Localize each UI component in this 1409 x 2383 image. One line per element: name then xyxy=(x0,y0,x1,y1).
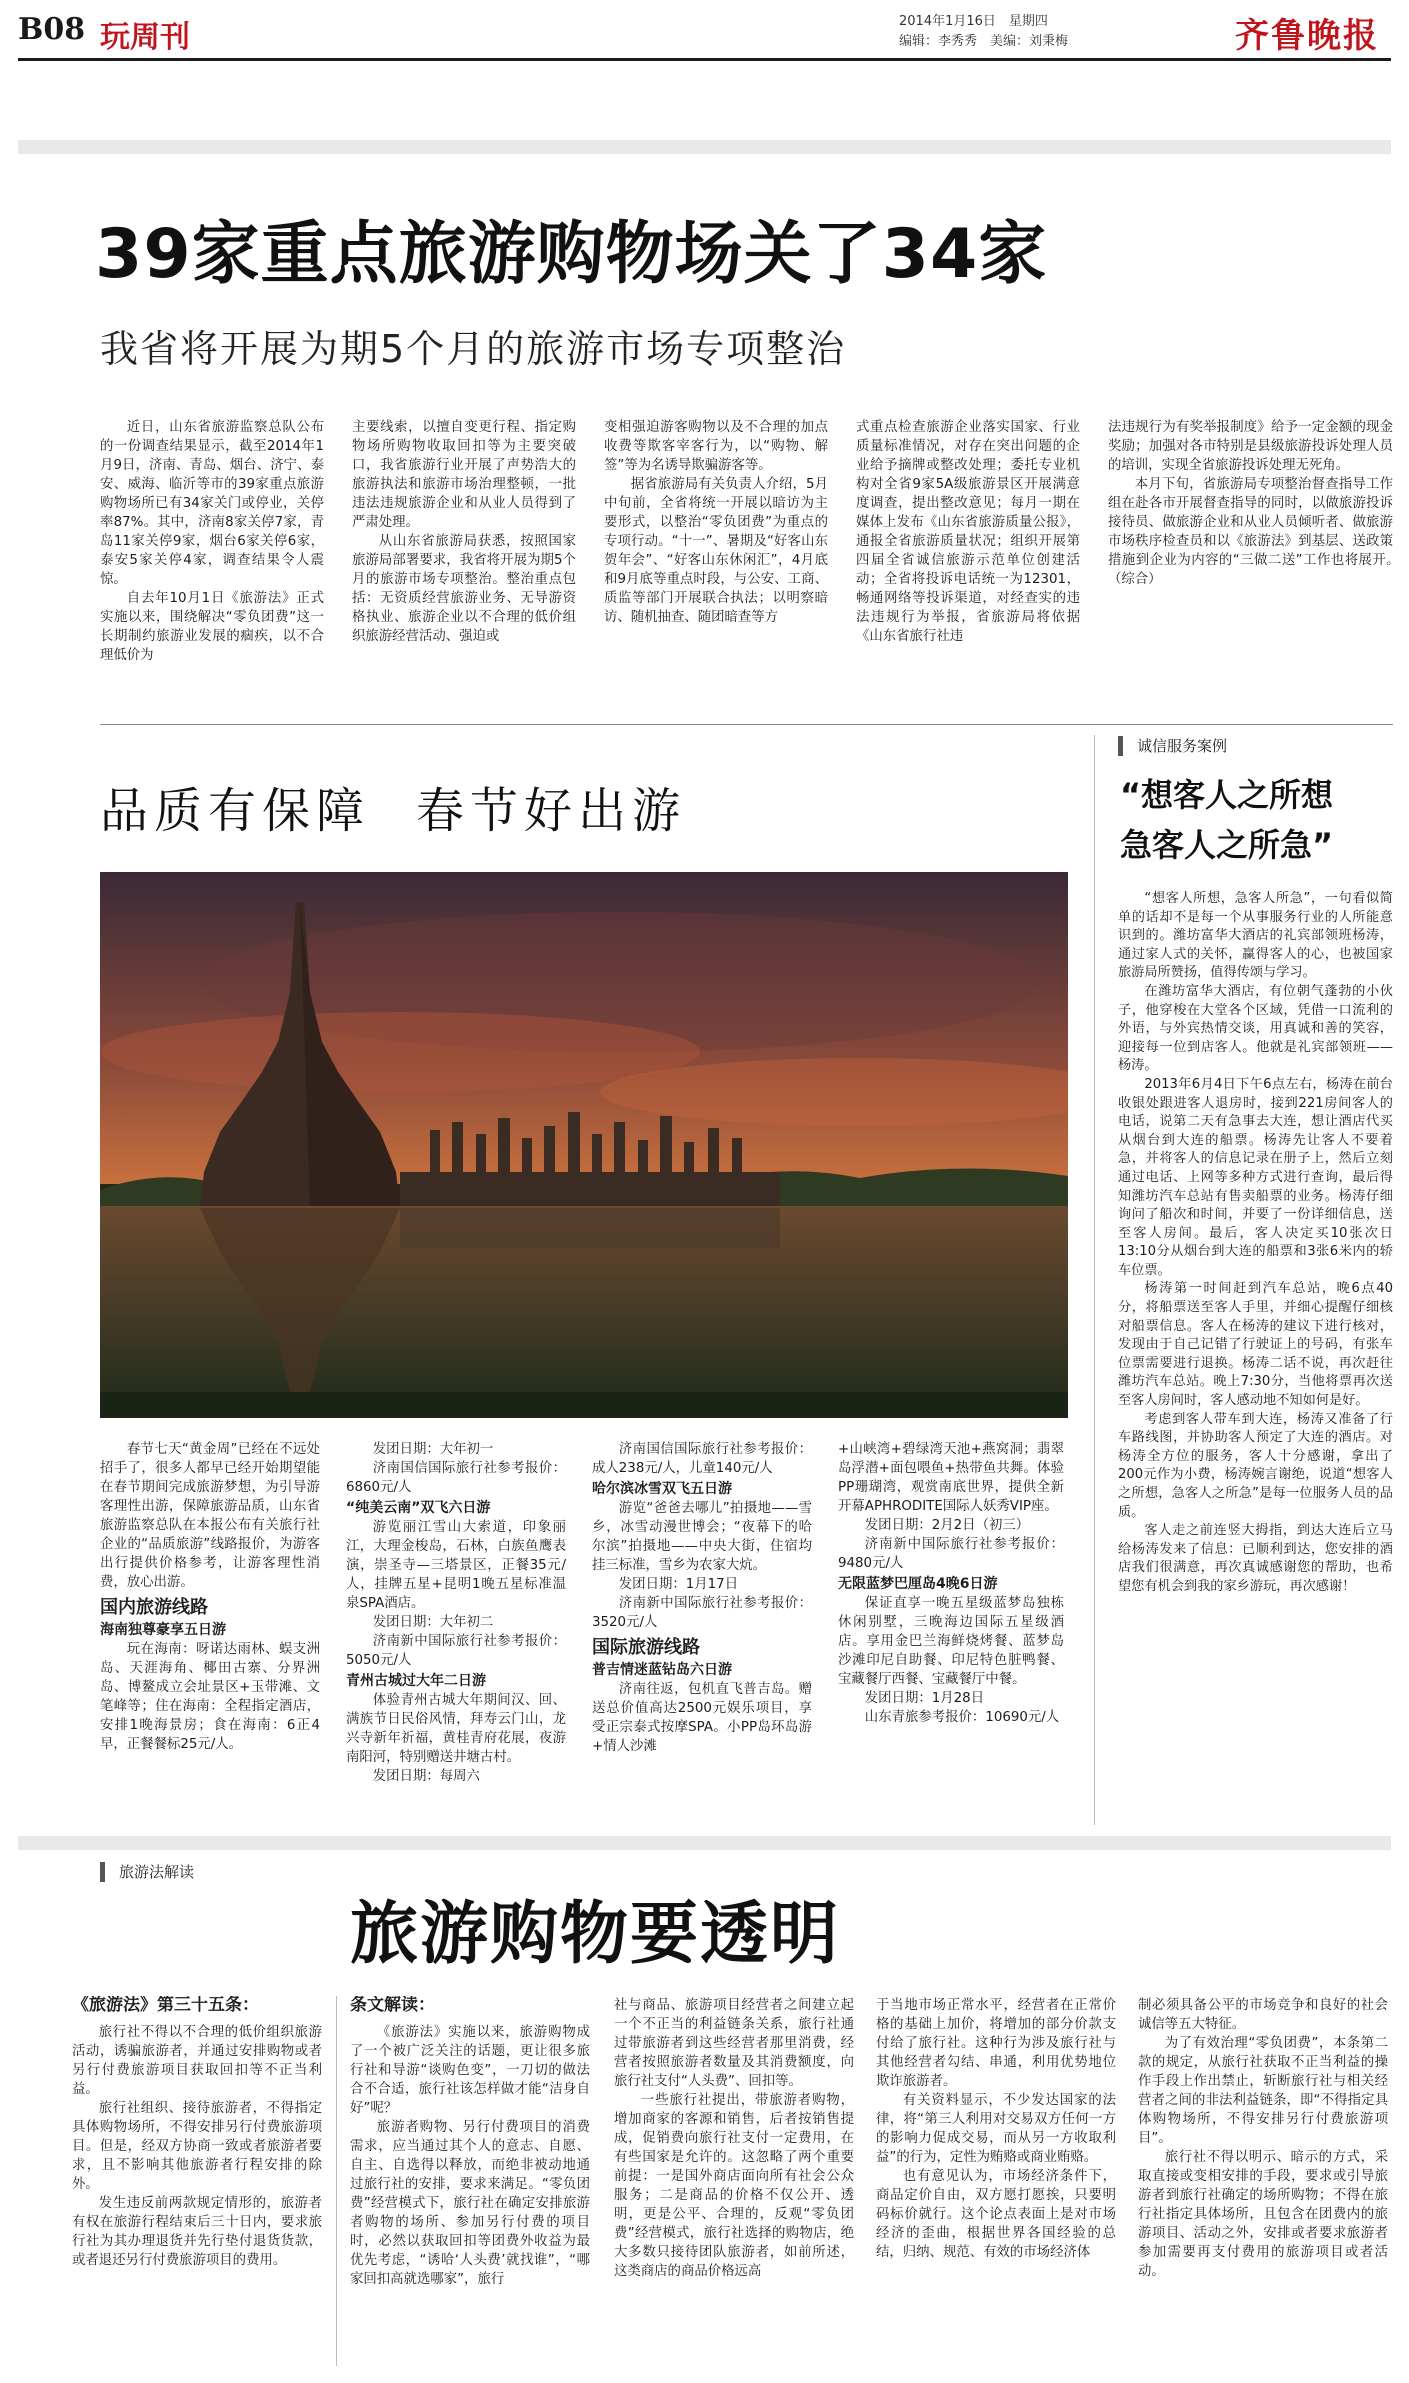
headline-article1: 39家重点旅游购物场关了34家 xyxy=(95,215,1048,294)
editors: 编辑：李秀秀 美编：刘秉梅 xyxy=(899,34,1069,49)
article1-col3 xyxy=(604,418,828,708)
newspaper-logo: 齐鲁晚报 xyxy=(1235,16,1379,56)
sidebar-tag: 诚信服务案例 xyxy=(1118,736,1227,756)
paragraph: 玩在海南：呀诺达雨林、蜈支洲岛、天涯海角、椰田古寨、分界洲岛、博鳌成立会址景区+玉带滩、文笔峰等；住在海南：全程指定酒店，安排1晚海景房；食在海南：6正4早，正餐餐标25元/人。 xyxy=(100,1642,320,1752)
price-line: 山东青旅参考报价：10690元/人 xyxy=(864,1710,1060,1725)
paragraph: 发生违反前两款规定情形的，旅游者有权在旅游行程结束后三十日内，要求旅行社为其办理退货并先行垫付退货货款，或者退还另行付费旅游项目的费用。 xyxy=(72,2196,322,2268)
paragraph: 于当地市场正常水平，经营者在正常价格的基础上加价，将增加的部分价款支付给了旅行社。这种行为涉及旅行社与其他经营者勾结、串通，利用优势地位欺诈旅游者。 xyxy=(876,1998,1116,2089)
paragraph: 游览丽江雪山大索道，印象丽江，大理金梭岛，石林，白族鱼鹰表演，崇圣寺—三塔景区，正餐35元/人，挂牌五星+昆明1晚五星标准温泉SPA酒店。 xyxy=(346,1520,566,1611)
route-name: “纯美云南”双飞六日游 xyxy=(346,1500,491,1516)
price-line: 济南国信国际旅行社参考报价：6860元/人 xyxy=(346,1461,566,1495)
headline-part: 春节好出游 xyxy=(416,783,687,839)
article1-col2 xyxy=(352,418,576,708)
page-number: B08 xyxy=(18,12,86,47)
article3-col3 xyxy=(614,1996,854,2366)
paragraph: 自去年10月1日《旅游法》正式实施以来，围绕解决“零负团费”这一长期制约旅游业发展的痼疾，以不合理低价为 xyxy=(100,591,324,663)
article3-tag: 旅游法解读 xyxy=(100,1862,194,1882)
route-name: 哈尔滨冰雪双飞五日游 xyxy=(592,1481,732,1497)
price-line: 济南国信国际旅行社参考报价：成人238元/人，儿童140元/人 xyxy=(592,1442,812,1476)
departure-date: 发团日期：大年初一 xyxy=(372,1442,494,1457)
article1-col5 xyxy=(1108,418,1393,708)
paragraph: 旅行社不得以明示、暗示的方式，采取直接或变相安排的手段，要求或引导旅游者到旅行社确定的场所购物；不得在旅行社指定具体场所，且包含在团费内的旅游项目、活动之外，安排或者要求旅游者参加需要再支付费用的旅游项目或者活动。 xyxy=(1138,2150,1388,2279)
sidebar-body xyxy=(1118,890,1393,1830)
route-name: 海南独尊豪享五日游 xyxy=(100,1622,226,1638)
paragraph: 社与商品、旅游项目经营者之间建立起一个不正当的利益链条关系，旅行社通过带旅游者到这些经营者那里消费，经营者按照旅游者数量及其消费额度，向旅行社支付“人头费”、回扣等。 xyxy=(614,1998,854,2089)
paragraph: 变相强迫游客购物以及不合理的加点收费等欺客宰客行为，以“购物、解签”等为名诱导欺骗游客等。 xyxy=(604,420,828,473)
paragraph: 游览“爸爸去哪儿”拍摄地——雪乡，冰雪动漫世博会；“夜幕下的哈尔滨”拍摄地——中央大街，住宿均挂三标准，雪乡为农家大炕。 xyxy=(592,1501,812,1573)
article2-col3 xyxy=(592,1440,812,1820)
section-heading: 国际旅游线路 xyxy=(592,1637,700,1658)
issue-meta xyxy=(899,12,1119,52)
headline-line: 急客人之所急” xyxy=(1120,826,1334,864)
paragraph: 据省旅游局有关负责人介绍，5月中旬前，全省将统一开展以暗访为主要形式，以整治“零负团费”为重点的专项行动。“十一”、暑期及“好客山东贺年会”、“好客山东休闲汇”，4月底和9月底等重点时段，与公安、工商、质监等部门开展联合执法；以明察暗访、随机抽查、随团暗查等方 xyxy=(604,477,828,625)
route-name: 普吉情迷蓝钻岛六日游 xyxy=(592,1662,732,1678)
sidebar-headline xyxy=(1120,770,1395,870)
paragraph: 式重点检查旅游企业落实国家、行业质量标准情况，对存在突出问题的企业给予摘牌或整改处理；委托专业机构对全省9家5A级旅游景区开展满意度调查，提出整改意见；每月一期在媒体上发布《山东省旅游质量公报》，通报全省旅游质量状况；组织开展第四届全省诚信旅游示范单位创建活动；全省将投诉电话统一为12301，畅通网络等投诉渠道，对经查实的违法违规行为举报，省旅游局将依据《山东省旅行社违 xyxy=(856,420,1080,644)
column-divider xyxy=(336,1996,337,2366)
paragraph: 旅游者购物、另行付费项目的消费需求，应当通过其个人的意志、自愿、自主、自选得以释放，而绝非被动地通过旅行社的安排，要求来满足。“零负团费”经营模式下，旅行社在确定安排旅游者购物的场所、参加另行付费的项目时，必然以获取回扣等团费外收益为最优先考虑，“诱哈‘人头费’就找谁”，“哪家回扣高就选哪家”，旅行 xyxy=(350,2120,590,2287)
article2-col4 xyxy=(838,1440,1064,1820)
paragraph: 客人走之前连竖大拇指，到达大连后立马给杨涛发来了信息：已顺利到达，您安排的酒店我们很满意，再次真诚感谢您的帮助，也希望您有机会到我的家乡游玩，再次感谢！ xyxy=(1118,1523,1393,1594)
interpretation-heading: 条文解读： xyxy=(350,1996,435,2015)
article1-col4 xyxy=(856,418,1080,708)
issue-date: 2014年1月16日 星期四 xyxy=(899,14,1048,29)
paragraph: 近日，山东省旅游监察总队公布的一份调查结果显示，截至2014年1月9日，济南、青岛、烟台、济宁、泰安、威海、临沂等市的39家重点旅游购物场所已有34家关门或停业，关停率87%。其中，济南8家关停7家，青岛11家关停9家，烟台6家关停6家，泰安5家关停4家，调查结果令人震惊。 xyxy=(100,420,324,587)
sidebar-divider xyxy=(1094,735,1095,1825)
departure-date: 发团日期：1月28日 xyxy=(864,1691,985,1706)
route-name: 青州古城过大年二日游 xyxy=(346,1673,486,1689)
paragraph: 济南往返，包机直飞普吉岛。赠送总价值高达2500元娱乐项目，享受正宗泰式按摩SPA。小PP岛环岛游+情人沙滩 xyxy=(592,1682,812,1754)
departure-date: 发团日期：1月17日 xyxy=(618,1577,739,1592)
divider xyxy=(100,724,1393,725)
price-line: 济南新中国际旅行社参考报价：5050元/人 xyxy=(346,1634,566,1668)
route-name: 无限蓝梦巴厘岛4晚6日游 xyxy=(838,1576,998,1592)
paragraph: 《旅游法》实施以来，旅游购物成了一个被广泛关注的话题，更让很多旅行社和导游“谈购色变”，一刀切的做法合不合适，旅行社该怎样做才能“洁身自好”呢？ xyxy=(350,2025,590,2116)
price-line: 济南新中国际旅行社参考报价：3520元/人 xyxy=(592,1596,812,1630)
paragraph: 在潍坊富华大酒店，有位朝气蓬勃的小伙子，他穿梭在大堂各个区域，凭借一口流利的外语，与外宾热情交谈，用真诚和善的笑容，迎接每一位到店客人。他就是礼宾部领班——杨涛。 xyxy=(1118,983,1393,1074)
paragraph: 春节七天“黄金周”已经在不远处招手了，很多人都早已经开始期望能在春节期间完成旅游梦想，为引导游客理性出游，保障旅游品质，山东省旅游监察总队在本报公布有关旅行社企业的“品质旅游”线路报价，为游客出行提供价格参考，让游客理性消费，放心出游。 xyxy=(100,1442,320,1590)
article3-col2 xyxy=(350,1996,590,2366)
paragraph: 有关资料显示，不少发达国家的法律，将“第三人利用对交易双方任何一方的影响力促成交易，而从另一方收取利益”的行为，定性为贿赂或商业贿赂。 xyxy=(876,2093,1116,2165)
paragraph: 体验青州古城大年期间汉、回、满族节日民俗风情，拜寿云门山，龙兴寺新年祈福，黄桂青府花展，夜游南阳河，特别赠送井塘古村。 xyxy=(346,1693,566,1765)
headline-line: “想客人之所想 xyxy=(1120,776,1334,814)
article3-col5 xyxy=(1138,1996,1388,2366)
paragraph: 保证直享一晚五星级蓝梦岛独栋休闲别墅，三晚海边国际五星级酒店。享用金巴兰海鲜烧烤餐、蓝梦岛沙滩印尼自助餐、印尼特色脏鸭餐、宝藏餐厅西餐、宝藏餐厅中餐。 xyxy=(838,1596,1064,1687)
article2-col2 xyxy=(346,1440,566,1820)
paragraph: 为了有效治理“零负团费”，本条第二款的规定，从旅行社获取不正当利益的操作手段上作出禁止，斩断旅行社与相关经营者之间的非法利益链条，即“不得指定具体购物场所，不得安排另行付费旅游项目”。 xyxy=(1138,2036,1388,2146)
price-line: 济南新中国际旅行社参考报价：9480元/人 xyxy=(838,1537,1064,1571)
paragraph: 制必须具备公平的市场竞争和良好的社会诚信等五大特征。 xyxy=(1138,1998,1388,2032)
paragraph: 考虑到客人带车到大连，杨涛又准备了行车路线图，并协助客人预定了大连的酒店。对杨涛全方位的服务，客人十分感谢，拿出了200元作为小费，杨涛婉言谢绝，说道“想客人之所想，急客人之所急”是每一位服务人员的品质。 xyxy=(1118,1411,1393,1520)
section-heading: 国内旅游线路 xyxy=(100,1597,208,1618)
temple-photo xyxy=(100,872,1068,1418)
top-band xyxy=(18,140,1391,154)
section-name: 玩周刊 xyxy=(100,20,190,55)
paragraph: 2013年6月4日下午6点左右，杨涛在前台收银处跟进客人退房时，接到221房间客人的电话，说第二天有急事去大连，想让酒店代买从烟台到大连的船票。杨涛先让客人不要着急，并将客人的信息记录在册子上，然后立刻通过电话、上网等多种方式进行查询，最后得知潍坊汽车总站有售卖船票的业务。杨涛仔细询问了船次和时间，并要了一份详细信息，送至客人房间。最后，客人决定买10张次日13:10分从烟台到大连的船票和3张6米内的轿车位票。 xyxy=(1118,1076,1393,1278)
paragraph: +山峡湾+碧绿湾天池+燕窝洞；翡翠岛浮潜+面包喂鱼+热带鱼共舞。体验PP珊瑚湾，观赏南底世界，提供全新开幕APHRODITE国际人妖秀VIP座。 xyxy=(838,1442,1064,1514)
paragraph: 旅行社组织、接待旅游者，不得指定具体购物场所，不得安排另行付费旅游项目。但是，经双方协商一致或者旅游者要求，且不影响其他旅游者行程安排的除外。 xyxy=(72,2101,322,2192)
headline-part: 品质有保障 xyxy=(100,783,371,839)
paragraph: 也有意见认为，市场经济条件下，商品定价自由，双方愿打愿挨，只要明码标价就行。这个论点表面上是对市场经济的歪曲，根据世界各国经验的总结，归纳、规范、有效的市场经济体 xyxy=(876,2169,1116,2260)
article3-col1 xyxy=(72,1996,322,2366)
paragraph: 杨涛第一时间赶到汽车总站，晚6点40分，将船票送至客人手里，并细心提醒仔细核对船票信息。客人在杨涛的建议下进行核对，发现由于自己记错了行驶证上的号码，有张车位票需要进行退换。杨涛二话不说，再次赶往潍坊汽车总站。晚上7:30分，当他将票再次送至客人房间时，客人感动地不知如何是好。 xyxy=(1118,1281,1393,1409)
headline-article2 xyxy=(100,772,732,841)
departure-date: 发团日期：2月2日（初三） xyxy=(864,1518,1030,1533)
departure-date: 发团日期：大年初二 xyxy=(372,1615,494,1630)
paragraph: 本月下旬，省旅游局专项整治督查指导工作组在赴各市开展督查指导的同时，以做旅游投诉接待员、做旅游企业和从业人员倾听者、做旅游市场秩序检查员和以《旅游法》到基层、送政策措施到企业为内容的“三做二送”工作也将展开。 （综合） xyxy=(1108,477,1393,587)
header-rule xyxy=(18,58,1391,61)
article3-col4 xyxy=(876,1996,1116,2366)
paragraph: 从山东省旅游局获悉，按照国家旅游局部署要求，我省将开展为期5个月的旅游市场专项整治。整治重点包括：无资质经营旅游业务、无导游资格执业、旅游企业以不合理的低价组织旅游经营活动、强迫或 xyxy=(352,534,576,644)
paragraph: 一些旅行社提出，带旅游者购物，增加商家的客源和销售，后者按销售提成，促销费向旅行社支付一定费用，在有些国家是允许的。这忽略了两个重要前提：一是国外商店面向所有社会公众服务；二是商品的价格不仅公开、透明，更是公平、合理的，反观“零负团费”经营模式，旅行社选择的购物店，绝大多数只接待团队旅游者，如前所述，这类商店的商品价格远高 xyxy=(614,2093,854,2279)
paragraph: 主要线索，以擅自变更行程、指定购物场所购物收取回扣等为主要突破口，我省旅游行业开展了声势浩大的旅游执法和旅游市场治理整顿，一批违法违规旅游企业和从业人员得到了严肃处理。 xyxy=(352,420,576,530)
departure-date: 发团日期：每周六 xyxy=(372,1769,480,1784)
headline-article3: 旅游购物要透明 xyxy=(350,1895,841,1974)
law-heading: 《旅游法》第三十五条： xyxy=(72,1996,259,2015)
article2-col1 xyxy=(100,1440,320,1820)
mid-band xyxy=(18,1836,1391,1850)
subheadline-article1: 我省将开展为期5个月的旅游市场专项整治 xyxy=(100,327,847,371)
paragraph: 旅行社不得以不合理的低价组织旅游活动，诱骗旅游者，并通过安排购物或者另行付费旅游项目获取回扣等不正当利益。 xyxy=(72,2025,322,2097)
paragraph: “想客人所想，急客人所急”，一句看似简单的话却不是每一个从事服务行业的人所能意识到的。潍坊富华大酒店的礼宾部领班杨涛，通过家人式的关怀，赢得客人的心，也被国家旅游局所赞扬，值得传颂与学习。 xyxy=(1118,891,1393,981)
article1-col1 xyxy=(100,418,324,708)
paragraph: 法违规行为有奖举报制度》给予一定金额的现金奖励；加强对各市特别是县级旅游投诉处理人员的培训，实现全省旅游投诉处理无死角。 xyxy=(1108,420,1393,473)
